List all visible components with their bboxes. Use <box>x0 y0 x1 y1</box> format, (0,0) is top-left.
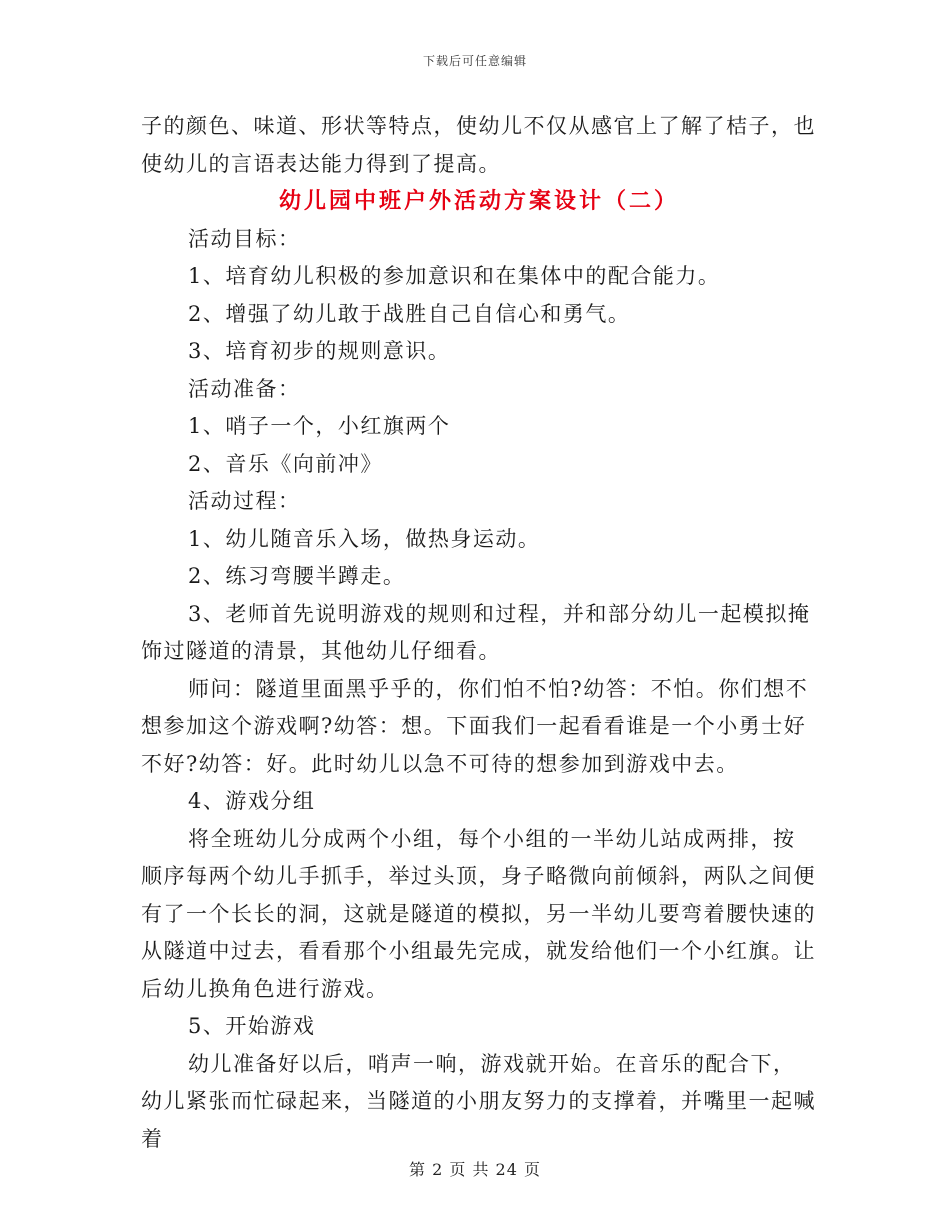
body-paragraph: 师问：隧道里面黑乎乎的，你们怕不怕?幼答：不怕。你们想不想参加这个游戏啊?幼答：想。下面我们一起看看谁是一个小勇士好不好?幼答：好。此时幼儿以急不可待的想参加到游戏中去。 <box>141 676 809 776</box>
document-body <box>141 108 817 1158</box>
body-paragraph: 3、老师首先说明游戏的规则和过程，并和部分幼儿一起模拟掩饰过隧道的清景，其他幼儿仔细看。 <box>141 601 811 663</box>
list-item: 3、培育初步的规则意识。 <box>188 339 451 363</box>
list-item: 1、幼儿随音乐入场，做热身运动。 <box>188 526 541 551</box>
list-item: 2、练习弯腰半蹲走。 <box>188 564 406 588</box>
section-heading-process: 活动过程： <box>188 489 301 513</box>
list-item: 2、音乐《向前冲》 <box>188 451 383 476</box>
section-heading-goals: 活动目标： <box>188 226 301 251</box>
list-item: 1、哨子一个，小红旗两个 <box>188 414 451 438</box>
section-heading-preparation: 活动准备： <box>188 376 301 401</box>
page-header: 下载后可任意编辑 <box>422 54 527 68</box>
list-item: 4、游戏分组 <box>188 789 316 813</box>
list-item: 2、增强了幼儿敢于战胜自己自信心和勇气。 <box>188 301 631 326</box>
document-title: 幼儿园中班户外活动方案设计（二） <box>278 188 679 214</box>
page-number: 第 2 页 共 24 页 <box>409 1160 541 1179</box>
body-paragraph: 幼儿准备好以后，哨声一响，游戏就开始。在音乐的配合下，幼儿紧张而忙碌起来，当隧道的小朋友努力的支撑着，并嘴里一起喊着 <box>141 1051 816 1151</box>
intro-paragraph: 子的颜色、味道、形状等特点，使幼儿不仅从感官上了解了桔子，也使幼儿的言语表达能力得到了提高。 <box>141 114 816 176</box>
body-paragraph: 将全班幼儿分成两个小组，每个小组的一半幼儿站成两排，按顺序每两个幼儿手抓手，举过头顶，身子略微向前倾斜，两队之间便有了一个长长的洞，这就是隧道的模拟，另一半幼儿要弯着腰快速的从隧道中过去，看看那个小组最先完成，就发给他们一个小红旗。让后幼儿换角色进行游戏。 <box>141 826 816 1001</box>
list-item: 1、培育幼儿积极的参加意识和在集体中的配合能力。 <box>188 264 721 288</box>
list-item: 5、开始游戏 <box>188 1014 316 1038</box>
